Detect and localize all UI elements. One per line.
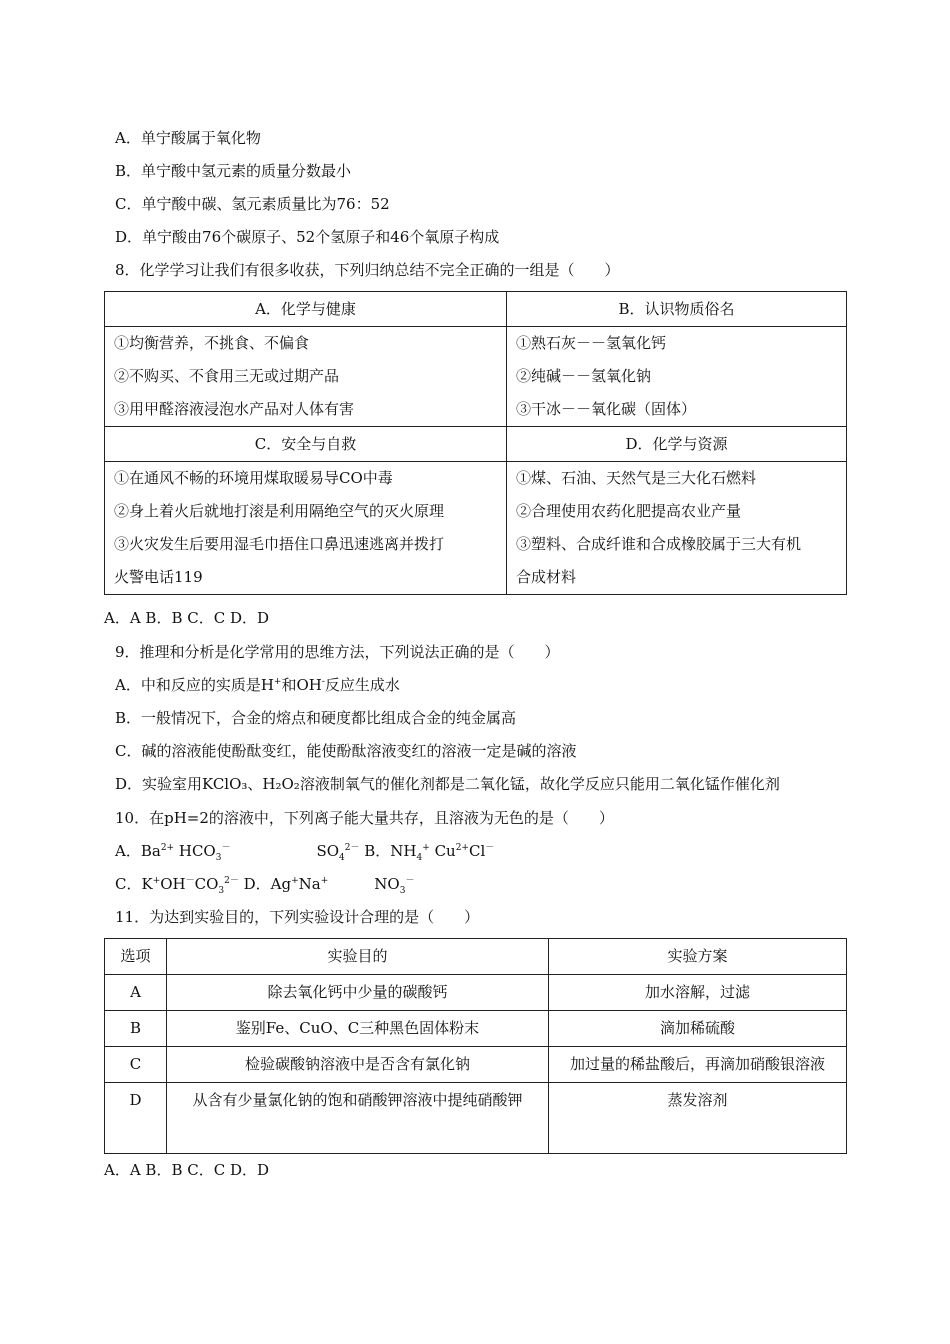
q11-answer-options: A．A B．B C．C D．D: [104, 1161, 270, 1179]
q11-row-option: B: [105, 1011, 167, 1047]
q8-d-item: ②合理使用农药化肥提高农业产量: [516, 502, 742, 520]
q10-options-cd: C．$K^+OH^-CO_3^{2-}$ D．Ag+Na+ $NO_3^-$: [115, 875, 415, 896]
q8-stem: 8．化学学习让我们有很多收获，下列归纳总结不完全正确的一组是（ ）: [115, 261, 620, 279]
q7-option-b: B．单宁酸中氢元素的质量分数最小: [115, 162, 352, 180]
q8-d-cell: [507, 462, 847, 595]
q8-d-item: ①煤、石油、天然气是三大化石燃料: [516, 469, 757, 487]
q8-d-title: D．化学与资源: [507, 427, 847, 462]
q9-option-a: A．中和反应的实质是H+和OH-反应生成水: [115, 676, 400, 694]
q8-c-title: C．安全与自救: [105, 427, 507, 462]
q8-b-title: B．认识物质俗名: [507, 292, 847, 327]
q11-row-option: D: [105, 1083, 167, 1154]
q8-c-item: ②身上着火后就地打滚是利用隔绝空气的灭火原理: [114, 502, 445, 520]
q11-stem: 11．为达到实验目的，下列实验设计合理的是（ ）: [115, 908, 480, 926]
q8-answer-options: A．A B．B C．C D．D: [104, 609, 270, 627]
q8-a-item: ②不购买、不食用三无或过期产品: [114, 367, 340, 385]
q10-stem: 10．在pH=2的溶液中，下列离子能大量共存，且溶液为无色的是（ ）: [115, 809, 614, 827]
q7-option-d: D．单宁酸由76个碳原子、52个氢原子和46个氧原子构成: [115, 228, 500, 246]
q8-a-cell: [105, 327, 507, 427]
q9-stem: 9．推理和分析是化学常用的思维方法，下列说法正确的是（ ）: [115, 643, 560, 661]
q9-option-c: C．碱的溶液能使酚酞变红，能使酚酞溶液变红的溶液一定是碱的溶液: [115, 742, 577, 760]
q7-option-a: A．单宁酸属于氧化物: [115, 129, 261, 147]
table-row: [105, 1083, 847, 1154]
q8-a-item: ①均衡营养，不挑食、不偏食: [114, 334, 310, 352]
q11-row-goal: 检验碳酸钠溶液中是否含有氯化钠: [167, 1047, 549, 1083]
table-row: [105, 1011, 847, 1047]
q11-row-goal: 除去氧化钙中少量的碳酸钙: [167, 975, 549, 1011]
q8-c-item: ③火灾发生后要用湿毛巾捂住口鼻迅速逃离并拨打: [114, 535, 445, 553]
table-row: [105, 1047, 847, 1083]
q11-header-plan: 实验方案: [549, 939, 847, 975]
q8-b-item: ①熟石灰－－氢氧化钙: [516, 334, 667, 352]
q11-header-option: 选项: [105, 939, 167, 975]
q8-b-item: ③干冰－－氧化碳（固体）: [516, 400, 697, 418]
table-row: [105, 975, 847, 1011]
q11-row-plan: 蒸发溶剂: [549, 1083, 847, 1154]
q11-row-plan: 加水溶解，过滤: [549, 975, 847, 1011]
q11-row-plan: 滴加稀硫酸: [549, 1011, 847, 1047]
table-row: [105, 939, 847, 975]
q11-row-goal: 从含有少量氯化钠的饱和硝酸钾溶液中提纯硝酸钾: [167, 1083, 549, 1154]
q10-options-ab: A．$Ba^{2+}$ $HCO_3^-$ $SO_4^{2-}$ B．$NH_4^+$ $Cu^{2+}Cl^-$: [115, 842, 495, 863]
q11-row-option: C: [105, 1047, 167, 1083]
q9-option-d: D．实验室用KClO₃、H₂O₂溶液制氧气的催化剂都是二氧化锰，故化学反应只能用二氧化锰作催化剂: [115, 775, 780, 793]
q8-c-item: 火警电话119: [114, 568, 203, 586]
q8-b-item: ②纯碱－－氢氧化钠: [516, 367, 652, 385]
q8-b-cell: [507, 327, 847, 427]
q8-d-item: ③塑料、合成纤谁和合成橡胶属于三大有机: [516, 535, 802, 553]
q11-table: [104, 938, 847, 1154]
q11-row-goal: 鉴别Fe、CuO、C三种黑色固体粉末: [167, 1011, 549, 1047]
q8-c-item: ①在通风不畅的环境用煤取暖易导CO中毒: [114, 469, 393, 487]
q11-row-option: A: [105, 975, 167, 1011]
q11-header-goal: 实验目的: [167, 939, 549, 975]
q9-option-b: B．一般情况下，合金的熔点和硬度都比组成合金的纯金属高: [115, 709, 517, 727]
q11-row-plan: 加过量的稀盐酸后，再滴加硝酸银溶液: [549, 1047, 847, 1083]
q7-option-c: C．单宁酸中碳、氢元素质量比为76：52: [115, 195, 390, 213]
q8-table: [104, 291, 847, 595]
q8-a-item: ③用甲醛溶液浸泡水产品对人体有害: [114, 400, 355, 418]
q8-d-item: 合成材料: [516, 568, 577, 586]
q8-a-title: A．化学与健康: [105, 292, 507, 327]
q8-c-cell: [105, 462, 507, 595]
